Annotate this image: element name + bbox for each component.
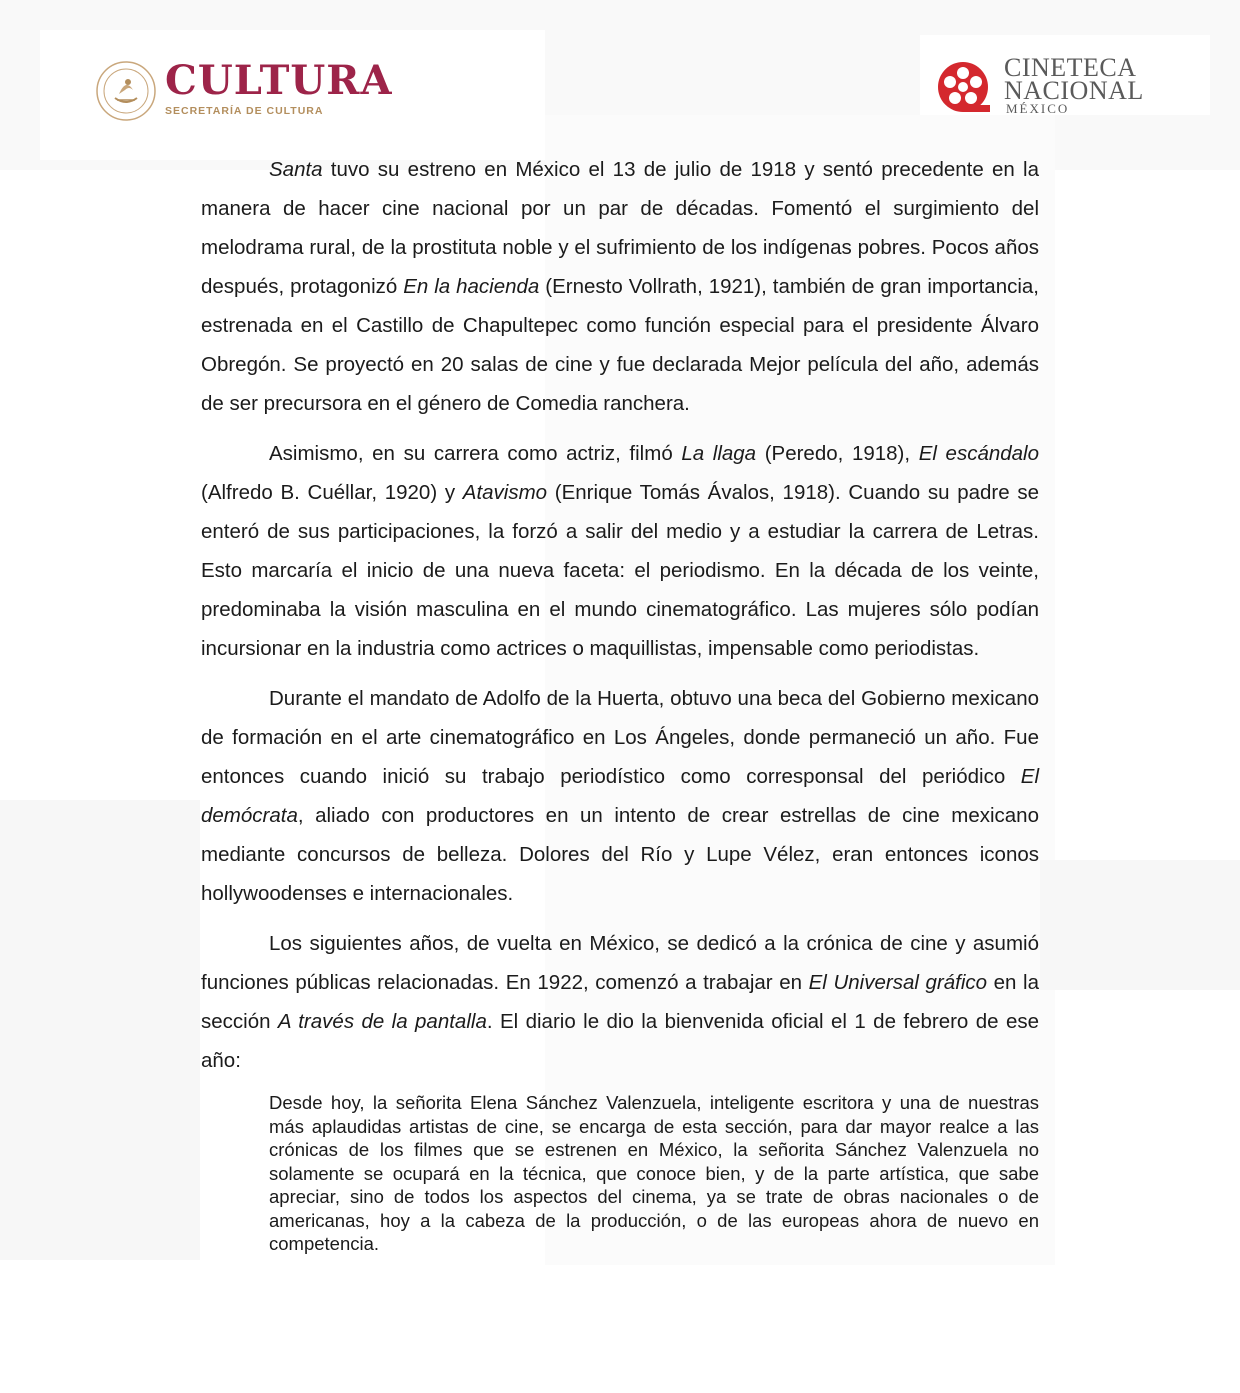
cultura-title: CULTURA	[165, 57, 393, 104]
cineteca-line2: NACIONAL	[1004, 76, 1144, 105]
paragraph-text: Durante el mandato de Adolfo de la Huerta, obtuvo una beca del Gobierno mexicano de formación en el arte cinematográfico en Los Ángeles, donde permaneció un año. Fue entonces cuando inició su trabajo periodístico como corresponsal del periódico	[201, 687, 1039, 788]
film-reel-icon	[936, 60, 990, 114]
mexico-seal-icon	[95, 60, 157, 122]
paragraph	[201, 679, 1039, 913]
paragraph-text: (Peredo, 1918),	[756, 442, 919, 465]
italic-title-text: Atavismo	[462, 481, 548, 504]
scan-shade-right	[1040, 860, 1240, 990]
paragraph-text: . El diario le dio la bienvenida oficial el 1 de febrero de ese año:	[201, 1010, 1039, 1072]
italic-title-text: La llaga	[681, 442, 757, 465]
cineteca-line1: CINETECA	[1004, 56, 1137, 82]
paragraph-text: (Ernesto Vollrath, 1921), también de gran importancia, estrenada en el Castillo de Chapultepec como función especial para el presidente Álvaro Obregón. Se proyectó en 20 salas de cine y fue declarada Mejor película del año, además de ser precursora en el género de Comedia ranchera.	[201, 275, 1039, 415]
italic-title-text: Santa	[269, 158, 323, 181]
paragraph-text: tuvo su estreno en México el 13 de julio de 1918 y sentó precedente en la manera de hacer cine nacional por un par de décadas. Fomentó el surgimiento del melodrama rural, de la prostituta noble y el sufrimiento de los indígenas pobres. Pocos años después, protagonizó	[201, 158, 1039, 298]
cultura-logo	[95, 58, 393, 124]
paragraph	[201, 924, 1039, 1080]
scan-shade-left	[0, 800, 200, 1260]
italic-title-text: El Universal gráfico	[808, 971, 988, 994]
paragraph-text: Asimismo, en su carrera como actriz, filmó	[269, 442, 682, 465]
paragraph	[201, 150, 1039, 423]
document-body	[201, 150, 1039, 1256]
paragraph-text: Los siguientes años, de vuelta en México, se dedicó a la crónica de cine y asumió funciones públicas relacionadas. En 1922, comenzó a trabajar en	[201, 932, 1039, 994]
cineteca-line3: MÉXICO	[1006, 101, 1070, 116]
italic-title-text: A través de la pantalla	[277, 1010, 487, 1033]
paragraph-text: en la sección	[201, 971, 1040, 1033]
quote-block: Desde hoy, la señorita Elena Sánchez Valenzuela, inteligente escritora y una de nuestras más aplaudidas artistas de cine, se encarga de esta sección, para dar mayor realce a las crónicas de los filmes que se estrenen en México, la señorita Sánchez Valenzuela no solamente se ocupará en la técnica, que conoce bien, y de la parte artística, que sabe apreciar, sino de todos los aspectos del cinema, ya se trate de obras nacionales o de americanas, hoy a la cabeza de la producción, o de las europeas ahora de nuevo en competencia.	[269, 1092, 1039, 1254]
italic-title-text: En la hacienda	[403, 275, 540, 298]
cultura-subtitle: SECRETARÍA DE CULTURA	[165, 105, 324, 117]
italic-title-text: El escándalo	[918, 442, 1040, 465]
italic-title-text: El demócrata	[201, 765, 1039, 827]
paragraph	[201, 434, 1039, 668]
paragraph-text: , aliado con productores en un intento de crear estrellas de cine mexicano mediante concursos de belleza. Dolores del Río y Lupe Vélez, eran entonces iconos hollywoodenses e internacionales.	[201, 804, 1039, 905]
cineteca-logo	[936, 56, 1144, 118]
paragraph-text: (Alfredo B. Cuéllar, 1920) y	[201, 481, 463, 504]
paragraph-text: (Enrique Tomás Ávalos, 1918). Cuando su padre se enteró de sus participaciones, la forzó a salir del medio y a estudiar la carrera de Letras. Esto marcaría el inicio de una nueva faceta: el periodismo. En la década de los veinte, predominaba la visión masculina en el mundo cinematográfico. Las mujeres sólo podían incursionar en la industria como actrices o maquillistas, impensable como periodistas.	[201, 481, 1039, 660]
